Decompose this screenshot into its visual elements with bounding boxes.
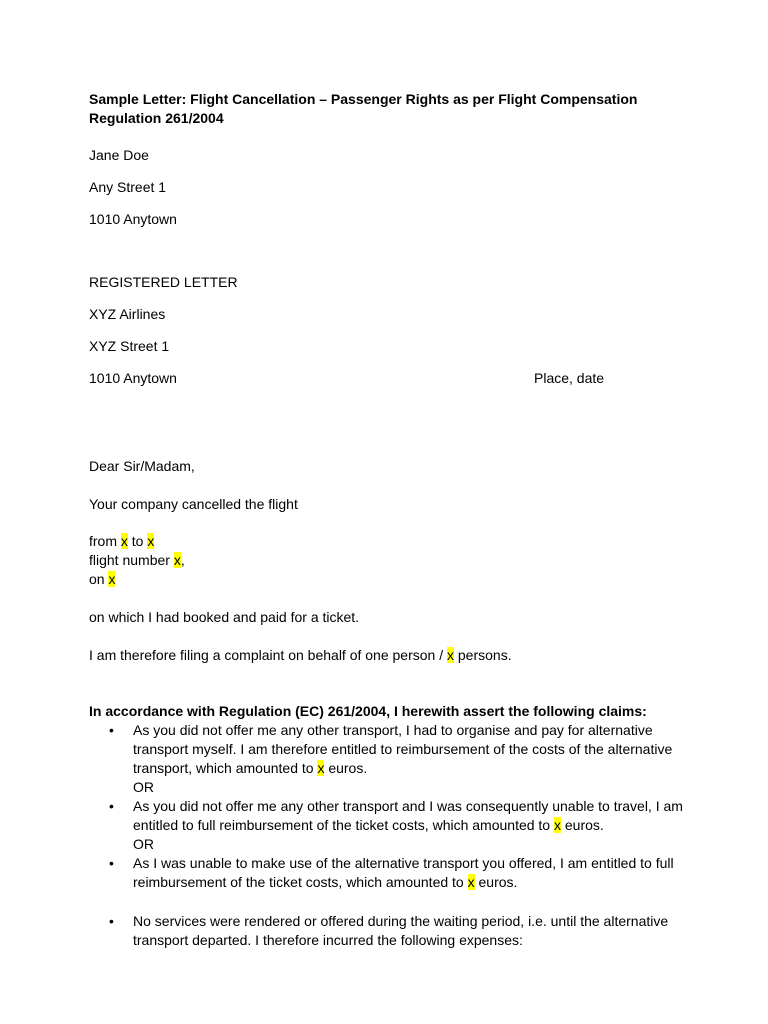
claim-2-amount-placeholder: x — [553, 817, 561, 833]
sender-city: 1010 Anytown — [89, 211, 177, 227]
claim-4-line-1: No services were rendered or offered during the waiting period, i.e. until the alternative — [133, 913, 669, 929]
to-placeholder: x — [147, 533, 155, 549]
persons-placeholder: x — [447, 647, 454, 663]
recipient-city: 1010 Anytown — [89, 370, 177, 386]
place-date: Place, date — [534, 370, 605, 386]
or-separator-1: OR — [133, 779, 154, 795]
letter-title-line-2: Regulation 261/2004 — [89, 110, 224, 126]
flight-number-suffix: , — [180, 552, 185, 568]
claim-3-line-2 — [133, 873, 517, 892]
flight-date — [89, 570, 115, 589]
claim-1-line-1: As you did not offer me any other transport, I had to organise and pay for alternative — [133, 722, 653, 738]
from-placeholder: x — [120, 533, 128, 549]
claim-4-line-2: transport departed. I therefore incurred the following expenses: — [133, 932, 523, 948]
recipient-street: XYZ Street 1 — [89, 338, 170, 354]
bullet-3-marker: • — [109, 855, 114, 871]
salutation: Dear Sir/Madam, — [89, 458, 195, 474]
sender-street: Any Street 1 — [89, 179, 167, 195]
complaint-after: persons. — [454, 647, 512, 663]
flight-route — [89, 532, 154, 551]
on-label: on — [89, 571, 109, 587]
claim-3-amount-before: reimbursement of the ticket costs, which amounted to — [133, 874, 468, 890]
flight-number-label: flight number — [89, 552, 174, 568]
claim-1-amount-after: euros. — [324, 760, 368, 776]
complaint-text — [89, 646, 512, 665]
booked-text: on which I had booked and paid for a ticket. — [89, 609, 360, 625]
registered-letter-label: REGISTERED LETTER — [89, 274, 238, 290]
claim-1-line-2: transport myself. I am therefore entitled to reimbursement of the costs of the alternative — [133, 741, 673, 757]
bullet-2-marker: • — [109, 798, 114, 814]
to-label: to — [127, 533, 148, 549]
intro-text: Your company cancelled the flight — [89, 496, 298, 512]
complaint-before: I am therefore filing a complaint on behalf of one person / — [89, 647, 447, 663]
or-separator-2: OR — [133, 836, 154, 852]
claim-2-amount-before: entitled to full reimbursement of the ticket costs, which amounted to — [133, 817, 554, 833]
claim-1-line-3 — [133, 759, 367, 778]
date-placeholder: x — [108, 571, 116, 587]
claim-2-line-2 — [133, 816, 604, 835]
flight-number — [89, 551, 185, 570]
bullet-4-marker: • — [109, 913, 114, 929]
claim-3-amount-placeholder: x — [467, 874, 475, 890]
flight-number-placeholder: x — [173, 552, 181, 568]
claim-1-amount-before: transport, which amounted to — [133, 760, 318, 776]
claim-2-line-1: As you did not offer me any other transport and I was consequently unable to travel, I am — [133, 798, 683, 814]
claims-heading: In accordance with Regulation (EC) 261/2004, I herewith assert the following claims: — [89, 703, 647, 719]
claim-3-amount-after: euros. — [474, 874, 518, 890]
sender-name: Jane Doe — [89, 147, 149, 163]
claim-3-line-1: As I was unable to make use of the alternative transport you offered, I am entitled to full — [133, 855, 674, 871]
letter-title-line-1: Sample Letter: Flight Cancellation – Passenger Rights as per Flight Compensation — [89, 91, 638, 107]
bullet-1-marker: • — [109, 722, 114, 738]
claim-2-amount-after: euros. — [560, 817, 604, 833]
recipient-name: XYZ Airlines — [89, 306, 166, 322]
claim-1-amount-placeholder: x — [317, 760, 325, 776]
from-label: from — [89, 533, 121, 549]
